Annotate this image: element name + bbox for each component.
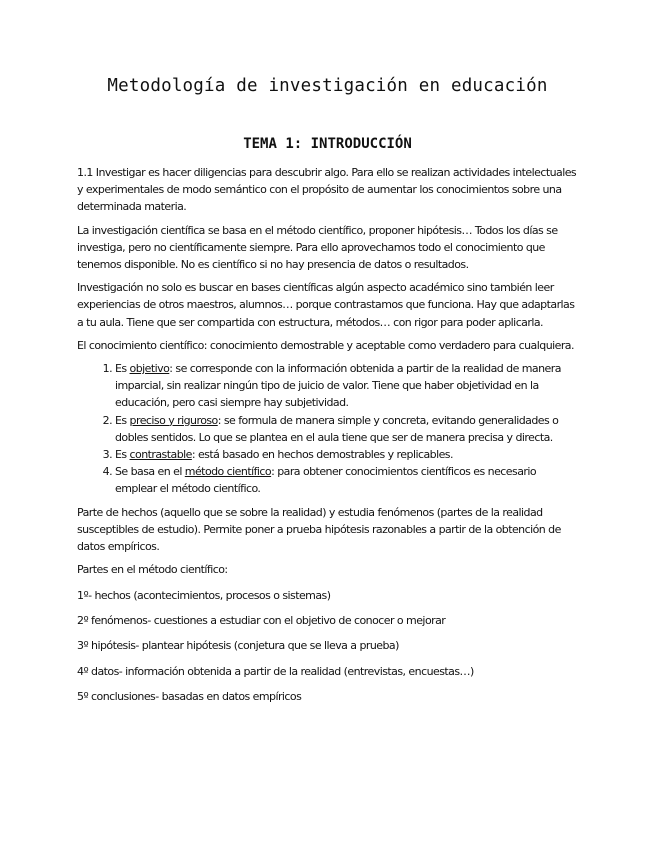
list-item-prefix: Es — [115, 362, 130, 376]
list-item — [115, 463, 577, 497]
numbered-list — [77, 360, 577, 498]
list-item — [115, 446, 577, 463]
method-part: 5º conclusiones- basadas en datos empíricos — [77, 690, 302, 704]
method-part: 1º- hechos (acontecimientos, procesos o sistemas) — [77, 588, 331, 602]
method-part: 2º fenómenos- cuestiones a estudiar con el objetivo de conocer o mejorar — [77, 614, 446, 628]
list-item-term: objetivo — [129, 362, 170, 376]
list-item-text: : se corresponde con la información obtenida a partir de la realidad de manera imparcial, sin realizar ningún tipo de juicio de valor. Tiene que haber objetividad en la educación, pero casi siempre hay subjetividad. — [115, 362, 561, 410]
method-part: 4º datos- información obtenida a partir de la realidad (entrevistas, encuestas…) — [77, 664, 474, 678]
paragraph: El conocimiento científico: conocimiento demostrable y aceptable como verdadero para cualquiera. — [77, 338, 574, 352]
list-item-prefix: Es — [115, 413, 130, 427]
list-item — [115, 360, 577, 412]
section-heading: TEMA 1: INTRODUCCIÓN — [243, 136, 412, 152]
list-item-text: : se formula de manera simple y concreta, evitando generalidades o dobles sentidos. Lo que se plantea en el aula tiene que ser de manera precisa y directa. — [115, 413, 559, 444]
paragraph: 1.1 Investigar es hacer diligencias para descubrir algo. Para ello se realizan actividades intelectuales y experimentales de modo semántico con el propósito de aumentar los conocimientos sobre una determinada materia. — [77, 166, 577, 214]
list-item-text: : está basado en hechos demostrables y replicables. — [191, 448, 453, 462]
list-item-prefix: Es — [115, 448, 130, 462]
list-item-prefix: Se basa en el — [115, 465, 185, 479]
document-body — [77, 164, 577, 714]
list-item — [115, 412, 577, 446]
document-title: Metodología de investigación en educación — [107, 76, 548, 96]
parts-heading: Partes en el método científico: — [77, 563, 228, 577]
method-part: 3º hipótesis- plantear hipótesis (conjetura que se lleva a prueba) — [77, 639, 399, 653]
list-item-term: preciso y riguroso — [129, 413, 218, 427]
paragraph: Parte de hechos (aquello que se sobre la realidad) y estudia fenómenos (partes de la realidad susceptibles de estudio). Permite poner a prueba hipótesis razonables a partir de la obtención de datos empíricos. — [77, 505, 561, 554]
list-item-term: método científico — [184, 465, 272, 479]
paragraph: La investigación científica se basa en el método científico, proponer hipótesis… Todos los días se investiga, pero no científicamente siempre. Para ello aprovechamos todo el conocimiento que tenemos disponible. No es científico si no hay presencia de datos o resultados. — [77, 223, 558, 272]
list-item-term: contrastable — [129, 448, 192, 462]
list-item-text: : para obtener conocimientos científicos es necesario emplear el método científico. — [115, 465, 537, 496]
paragraph: Investigación no solo es buscar en bases científicas algún aspecto académico sino también leer experiencias de otros maestros, alumnos… porque contrastamos que funciona. Hay que adaptarlas a tu aula. Tiene que ser compartida con estructura, métodos… con rigor para poder aplicarla. — [77, 281, 575, 329]
